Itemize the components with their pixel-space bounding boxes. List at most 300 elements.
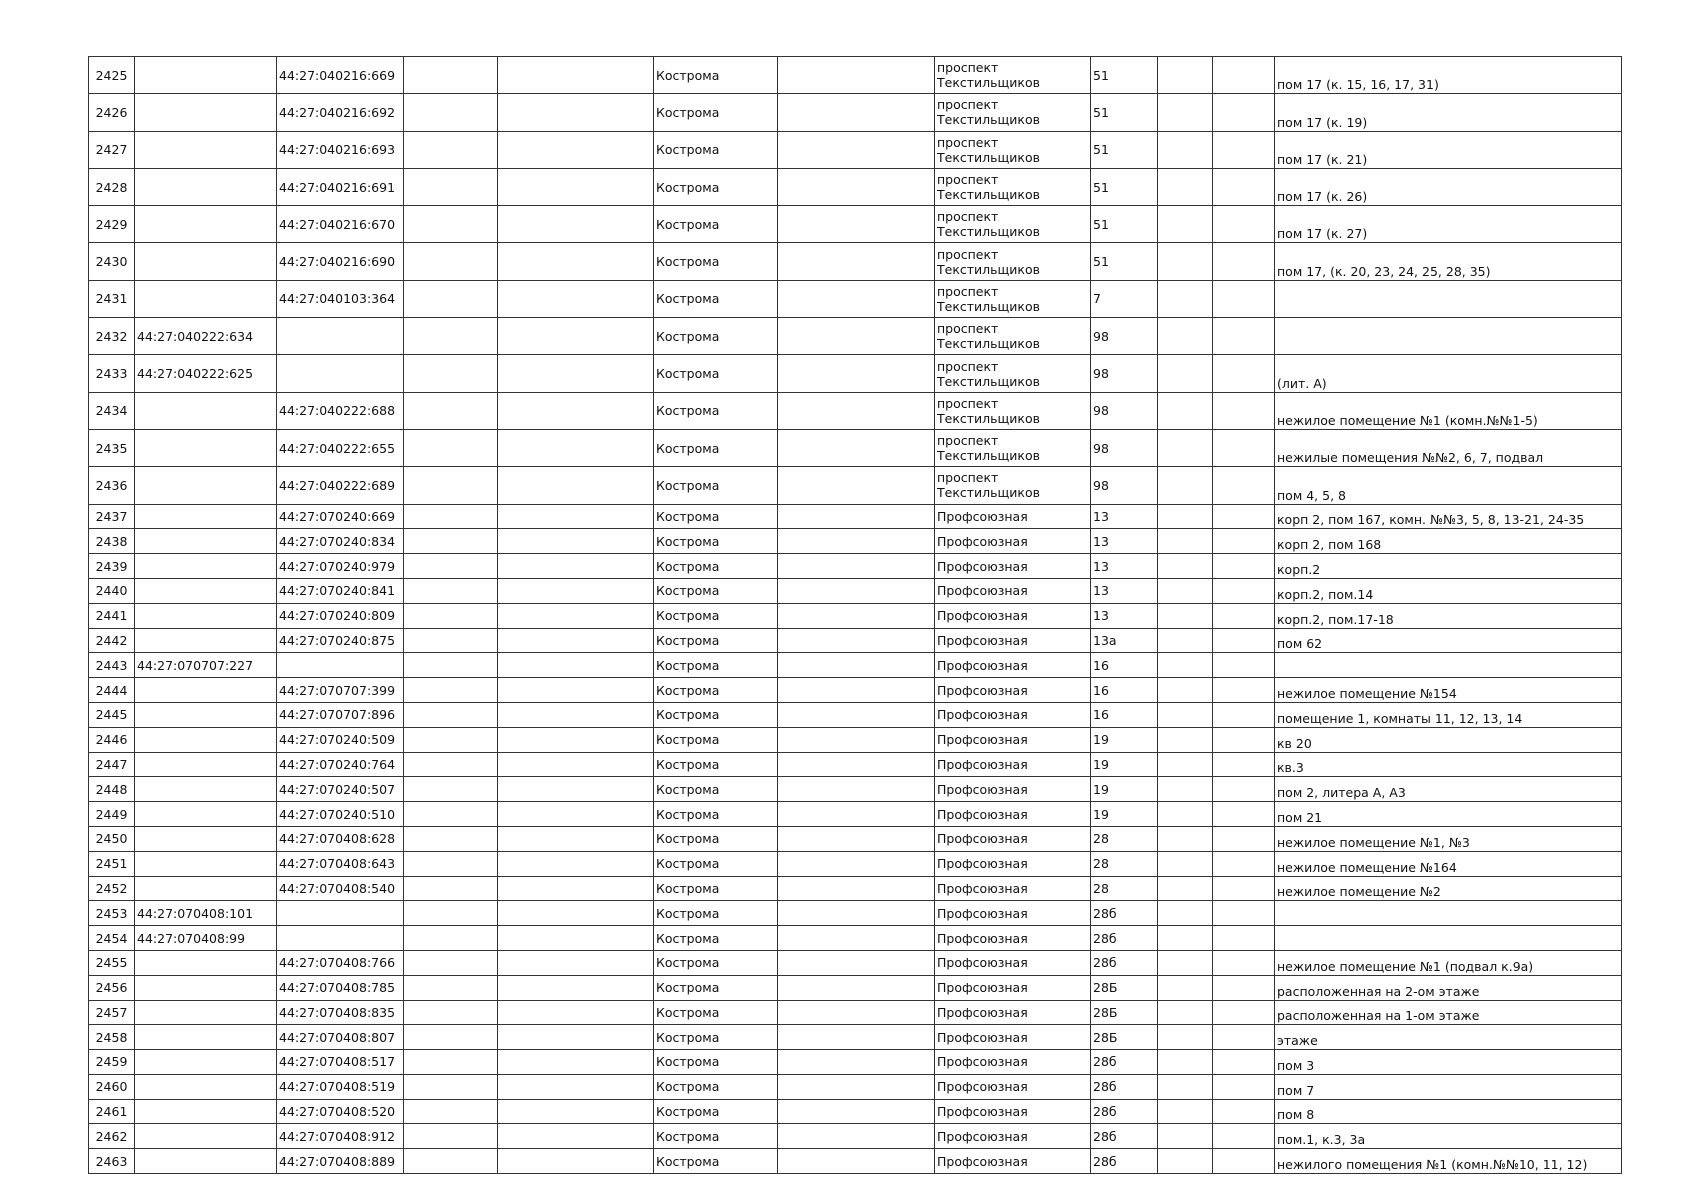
premises-text: корп 2, пом 167, комн. №№3, 5, 8, 13-21, 24-35 <box>1277 512 1585 528</box>
premises-cell <box>1275 392 1622 429</box>
house-number-cell: 98 <box>1091 355 1158 392</box>
premises-text: нежилое помещение №2 <box>1277 884 1441 900</box>
street-line: Профсоюзная <box>937 533 1028 549</box>
cadastral-number-cell: 44:27:040216:691 <box>277 168 404 205</box>
city-cell: Кострома <box>654 554 778 579</box>
table-row <box>89 243 1622 280</box>
street-cell <box>935 131 1091 168</box>
cadastral-number-cell: 44:27:070408:889 <box>277 1149 404 1174</box>
premises-cell <box>1275 653 1622 678</box>
street-line: Профсоюзная <box>937 856 1028 872</box>
empty-cell <box>404 802 498 827</box>
street-cell <box>935 280 1091 317</box>
street-cell <box>935 243 1091 280</box>
empty-cell <box>1158 467 1213 504</box>
street-cell <box>935 777 1091 802</box>
empty-cell <box>404 926 498 951</box>
empty-cell <box>1158 1050 1213 1075</box>
premises-text: корп 2, пом 168 <box>1277 537 1382 553</box>
table-row <box>89 554 1622 579</box>
empty-cell <box>1213 752 1275 777</box>
empty-cell <box>778 1074 935 1099</box>
premises-cell <box>1275 168 1622 205</box>
cadastral-number-cell <box>135 752 277 777</box>
empty-cell <box>1213 1099 1275 1124</box>
row-number-cell: 2437 <box>89 504 135 529</box>
empty-cell <box>778 1000 935 1025</box>
street-line: Текстильщиков <box>937 373 1040 389</box>
empty-cell <box>498 653 654 678</box>
street-cell <box>935 653 1091 678</box>
empty-cell <box>498 1149 654 1174</box>
table-row <box>89 131 1622 168</box>
street-cell <box>935 727 1091 752</box>
row-number-cell: 2435 <box>89 429 135 466</box>
empty-cell <box>1213 1124 1275 1149</box>
empty-cell <box>1213 131 1275 168</box>
street-line: Профсоюзная <box>937 930 1028 946</box>
city-cell: Кострома <box>654 950 778 975</box>
house-number-cell: 51 <box>1091 57 1158 94</box>
house-number-cell: 13а <box>1091 628 1158 653</box>
empty-cell <box>1213 318 1275 355</box>
house-number-cell: 51 <box>1091 243 1158 280</box>
city-cell: Кострома <box>654 1074 778 1099</box>
table-row <box>89 777 1622 802</box>
street-line: проспект <box>937 470 999 486</box>
empty-cell <box>1213 243 1275 280</box>
empty-cell <box>1158 578 1213 603</box>
cadastral-number-cell: 44:27:040222:655 <box>277 429 404 466</box>
street-cell <box>935 206 1091 243</box>
house-number-cell: 19 <box>1091 752 1158 777</box>
table-body <box>89 57 1622 1174</box>
empty-cell <box>778 94 935 131</box>
empty-cell <box>778 280 935 317</box>
premises-cell <box>1275 318 1622 355</box>
premises-cell <box>1275 429 1622 466</box>
premises-text: корп.2 <box>1277 561 1321 577</box>
empty-cell <box>1213 1000 1275 1025</box>
street-cell <box>935 57 1091 94</box>
empty-cell <box>498 529 654 554</box>
city-cell: Кострома <box>654 355 778 392</box>
empty-cell <box>1158 318 1213 355</box>
city-cell: Кострома <box>654 318 778 355</box>
cadastral-number-cell: 44:27:070240:764 <box>277 752 404 777</box>
empty-cell <box>498 1050 654 1075</box>
premises-text: пом 17 (к. 19) <box>1277 114 1368 130</box>
cadastral-number-cell: 44:27:070240:841 <box>277 578 404 603</box>
street-cell <box>935 628 1091 653</box>
city-cell: Кострома <box>654 467 778 504</box>
city-cell: Кострома <box>654 57 778 94</box>
street-line: Профсоюзная <box>937 1029 1028 1045</box>
table-row <box>89 467 1622 504</box>
premises-text: нежилое помещение №1 (комн.№№1-5) <box>1277 412 1538 428</box>
premises-cell <box>1275 1149 1622 1174</box>
table-row <box>89 1149 1622 1174</box>
empty-cell <box>1158 678 1213 703</box>
empty-cell <box>1213 168 1275 205</box>
empty-cell <box>1213 628 1275 653</box>
empty-cell <box>778 826 935 851</box>
street-line: проспект <box>937 246 999 262</box>
cadastral-number-cell <box>135 1099 277 1124</box>
premises-text: корп.2, пом.14 <box>1277 586 1374 602</box>
premises-text: кв 20 <box>1277 735 1312 751</box>
street-cell <box>935 901 1091 926</box>
empty-cell <box>404 280 498 317</box>
street-line: Профсоюзная <box>937 1104 1028 1120</box>
street-line: Профсоюзная <box>937 558 1028 574</box>
registry-table <box>88 56 1622 1174</box>
cadastral-number-cell <box>277 926 404 951</box>
empty-cell <box>1213 603 1275 628</box>
empty-cell <box>404 168 498 205</box>
empty-cell <box>778 355 935 392</box>
cadastral-number-cell: 44:27:070240:875 <box>277 628 404 653</box>
premises-text: нежилое помещение №1, №3 <box>1277 834 1470 850</box>
empty-cell <box>1213 529 1275 554</box>
house-number-cell: 98 <box>1091 318 1158 355</box>
cadastral-number-cell: 44:27:070408:807 <box>277 1025 404 1050</box>
house-number-cell: 16 <box>1091 678 1158 703</box>
empty-cell <box>778 206 935 243</box>
cadastral-number-cell <box>135 243 277 280</box>
street-cell <box>935 1025 1091 1050</box>
city-cell: Кострома <box>654 826 778 851</box>
house-number-cell: 16 <box>1091 702 1158 727</box>
cadastral-number-cell <box>135 529 277 554</box>
premises-cell <box>1275 702 1622 727</box>
empty-cell <box>778 926 935 951</box>
house-number-cell: 19 <box>1091 777 1158 802</box>
row-number-cell: 2439 <box>89 554 135 579</box>
empty-cell <box>1213 926 1275 951</box>
premises-text: нежилое помещение №1 (подвал к.9а) <box>1277 958 1534 974</box>
empty-cell <box>1213 876 1275 901</box>
city-cell: Кострома <box>654 975 778 1000</box>
premises-cell <box>1275 1074 1622 1099</box>
empty-cell <box>778 975 935 1000</box>
table-row <box>89 702 1622 727</box>
house-number-cell: 51 <box>1091 206 1158 243</box>
row-number-cell: 2454 <box>89 926 135 951</box>
empty-cell <box>498 826 654 851</box>
street-line: Текстильщиков <box>937 336 1040 352</box>
cadastral-number-cell <box>135 603 277 628</box>
empty-cell <box>498 578 654 603</box>
street-line: Текстильщиков <box>937 75 1040 91</box>
empty-cell <box>404 702 498 727</box>
row-number-cell: 2459 <box>89 1050 135 1075</box>
street-line: Профсоюзная <box>937 1079 1028 1095</box>
cadastral-number-cell: 44:27:070408:540 <box>277 876 404 901</box>
row-number-cell: 2461 <box>89 1099 135 1124</box>
empty-cell <box>404 1050 498 1075</box>
cadastral-number-cell: 44:27:040222:625 <box>135 355 277 392</box>
city-cell: Кострома <box>654 1000 778 1025</box>
premises-cell <box>1275 57 1622 94</box>
city-cell: Кострома <box>654 168 778 205</box>
house-number-cell: 98 <box>1091 429 1158 466</box>
cadastral-number-cell <box>135 392 277 429</box>
empty-cell <box>404 131 498 168</box>
street-cell <box>935 578 1091 603</box>
premises-cell <box>1275 777 1622 802</box>
empty-cell <box>778 727 935 752</box>
cadastral-number-cell <box>135 1124 277 1149</box>
city-cell: Кострома <box>654 206 778 243</box>
cadastral-number-cell: 44:27:070707:227 <box>135 653 277 678</box>
empty-cell <box>1213 1149 1275 1174</box>
empty-cell <box>498 131 654 168</box>
empty-cell <box>778 603 935 628</box>
street-cell <box>935 392 1091 429</box>
empty-cell <box>778 578 935 603</box>
empty-cell <box>778 876 935 901</box>
house-number-cell: 28 <box>1091 851 1158 876</box>
table-row <box>89 57 1622 94</box>
street-cell <box>935 1074 1091 1099</box>
table-row <box>89 1000 1622 1025</box>
empty-cell <box>498 901 654 926</box>
empty-cell <box>498 628 654 653</box>
empty-cell <box>1158 392 1213 429</box>
premises-text: пом.1, к.3, 3а <box>1277 1132 1366 1148</box>
empty-cell <box>1213 94 1275 131</box>
table-row <box>89 603 1622 628</box>
empty-cell <box>404 752 498 777</box>
premises-text: нежилое помещение №154 <box>1277 685 1457 701</box>
premises-cell <box>1275 529 1622 554</box>
table-row <box>89 529 1622 554</box>
row-number-cell: 2446 <box>89 727 135 752</box>
empty-cell <box>778 131 935 168</box>
street-line: Профсоюзная <box>937 608 1028 624</box>
premises-text: нежилого помещения №1 (комн.№№10, 11, 12) <box>1277 1157 1588 1173</box>
table-row <box>89 1074 1622 1099</box>
table-row <box>89 355 1622 392</box>
cadastral-number-cell <box>135 950 277 975</box>
empty-cell <box>498 777 654 802</box>
street-line: Профсоюзная <box>937 806 1028 822</box>
table-row <box>89 1025 1622 1050</box>
street-line: Профсоюзная <box>937 905 1028 921</box>
empty-cell <box>404 603 498 628</box>
house-number-cell: 16 <box>1091 653 1158 678</box>
empty-cell <box>404 1149 498 1174</box>
empty-cell <box>498 429 654 466</box>
cadastral-number-cell: 44:27:040216:670 <box>277 206 404 243</box>
empty-cell <box>1158 554 1213 579</box>
cadastral-number-cell: 44:27:070408:99 <box>135 926 277 951</box>
empty-cell <box>498 1025 654 1050</box>
empty-cell <box>498 280 654 317</box>
premises-text: кв.3 <box>1277 760 1304 776</box>
empty-cell <box>404 851 498 876</box>
house-number-cell: 13 <box>1091 578 1158 603</box>
empty-cell <box>1213 206 1275 243</box>
city-cell: Кострома <box>654 529 778 554</box>
empty-cell <box>778 752 935 777</box>
house-number-cell: 98 <box>1091 467 1158 504</box>
premises-cell <box>1275 131 1622 168</box>
row-number-cell: 2449 <box>89 802 135 827</box>
city-cell: Кострома <box>654 429 778 466</box>
empty-cell <box>1158 628 1213 653</box>
cadastral-number-cell <box>135 554 277 579</box>
cadastral-number-cell <box>135 280 277 317</box>
empty-cell <box>1213 1050 1275 1075</box>
cadastral-number-cell: 44:27:070240:507 <box>277 777 404 802</box>
street-cell <box>935 355 1091 392</box>
premises-cell <box>1275 554 1622 579</box>
street-line: Профсоюзная <box>937 682 1028 698</box>
street-line: Текстильщиков <box>937 448 1040 464</box>
empty-cell <box>1158 603 1213 628</box>
house-number-cell: 28Б <box>1091 1025 1158 1050</box>
table-row <box>89 653 1622 678</box>
empty-cell <box>498 467 654 504</box>
table-row <box>89 876 1622 901</box>
row-number-cell: 2441 <box>89 603 135 628</box>
premises-text: нежилое помещение №164 <box>1277 859 1457 875</box>
empty-cell <box>1213 975 1275 1000</box>
empty-cell <box>1213 653 1275 678</box>
row-number-cell: 2450 <box>89 826 135 851</box>
table-row <box>89 280 1622 317</box>
street-line: проспект <box>937 395 999 411</box>
house-number-cell: 13 <box>1091 504 1158 529</box>
street-cell <box>935 826 1091 851</box>
table-row <box>89 628 1622 653</box>
empty-cell <box>1158 653 1213 678</box>
empty-cell <box>404 467 498 504</box>
empty-cell <box>778 1149 935 1174</box>
empty-cell <box>498 168 654 205</box>
house-number-cell: 28 <box>1091 876 1158 901</box>
city-cell: Кострома <box>654 727 778 752</box>
empty-cell <box>404 901 498 926</box>
table-row <box>89 429 1622 466</box>
street-line: проспект <box>937 60 999 76</box>
street-cell <box>935 1000 1091 1025</box>
city-cell: Кострома <box>654 1149 778 1174</box>
empty-cell <box>1213 392 1275 429</box>
street-cell <box>935 504 1091 529</box>
premises-cell <box>1275 926 1622 951</box>
street-cell <box>935 678 1091 703</box>
cadastral-number-cell: 44:27:070408:519 <box>277 1074 404 1099</box>
premises-cell <box>1275 752 1622 777</box>
table-row <box>89 678 1622 703</box>
empty-cell <box>498 678 654 703</box>
cadastral-number-cell: 44:27:070408:517 <box>277 1050 404 1075</box>
empty-cell <box>778 702 935 727</box>
empty-cell <box>498 950 654 975</box>
premises-cell <box>1275 355 1622 392</box>
empty-cell <box>778 467 935 504</box>
row-number-cell: 2428 <box>89 168 135 205</box>
premises-text: пом 3 <box>1277 1057 1315 1073</box>
row-number-cell: 2460 <box>89 1074 135 1099</box>
empty-cell <box>498 392 654 429</box>
cadastral-number-cell <box>135 1025 277 1050</box>
table-row <box>89 206 1622 243</box>
empty-cell <box>498 1000 654 1025</box>
premises-cell <box>1275 1050 1622 1075</box>
street-line: Профсоюзная <box>937 1153 1028 1169</box>
row-number-cell: 2458 <box>89 1025 135 1050</box>
street-line: Профсоюзная <box>937 781 1028 797</box>
house-number-cell: 98 <box>1091 392 1158 429</box>
table-row <box>89 901 1622 926</box>
table-row <box>89 926 1622 951</box>
street-line: Текстильщиков <box>937 112 1040 128</box>
table-row <box>89 826 1622 851</box>
table-row <box>89 504 1622 529</box>
empty-cell <box>778 777 935 802</box>
premises-cell <box>1275 578 1622 603</box>
premises-cell <box>1275 504 1622 529</box>
street-line: Профсоюзная <box>937 955 1028 971</box>
premises-text: пом 17 (к. 15, 16, 17, 31) <box>1277 77 1439 93</box>
cadastral-number-cell: 44:27:040222:688 <box>277 392 404 429</box>
empty-cell <box>404 529 498 554</box>
cadastral-number-cell <box>135 851 277 876</box>
cadastral-number-cell <box>135 876 277 901</box>
empty-cell <box>404 777 498 802</box>
cadastral-number-cell <box>277 318 404 355</box>
street-line: Текстильщиков <box>937 149 1040 165</box>
premises-text: пом 4, 5, 8 <box>1277 487 1346 503</box>
row-number-cell: 2442 <box>89 628 135 653</box>
empty-cell <box>498 752 654 777</box>
empty-cell <box>404 392 498 429</box>
row-number-cell: 2440 <box>89 578 135 603</box>
row-number-cell: 2462 <box>89 1124 135 1149</box>
premises-cell <box>1275 243 1622 280</box>
row-number-cell: 2426 <box>89 94 135 131</box>
street-line: Профсоюзная <box>937 707 1028 723</box>
empty-cell <box>498 1074 654 1099</box>
empty-cell <box>404 1124 498 1149</box>
empty-cell <box>1158 1025 1213 1050</box>
cadastral-number-cell: 44:27:070408:835 <box>277 1000 404 1025</box>
street-line: проспект <box>937 209 999 225</box>
premises-cell <box>1275 851 1622 876</box>
empty-cell <box>1213 702 1275 727</box>
empty-cell <box>778 653 935 678</box>
street-line: Профсоюзная <box>937 732 1028 748</box>
street-cell <box>935 529 1091 554</box>
street-line: проспект <box>937 172 999 188</box>
empty-cell <box>404 975 498 1000</box>
city-cell: Кострома <box>654 131 778 168</box>
house-number-cell: 13 <box>1091 603 1158 628</box>
cadastral-number-cell: 44:27:070408:785 <box>277 975 404 1000</box>
empty-cell <box>1213 950 1275 975</box>
premises-text: пом 7 <box>1277 1082 1315 1098</box>
premises-cell <box>1275 678 1622 703</box>
empty-cell <box>778 950 935 975</box>
house-number-cell: 19 <box>1091 727 1158 752</box>
empty-cell <box>778 628 935 653</box>
cadastral-number-cell: 44:27:070240:979 <box>277 554 404 579</box>
row-number-cell: 2431 <box>89 280 135 317</box>
